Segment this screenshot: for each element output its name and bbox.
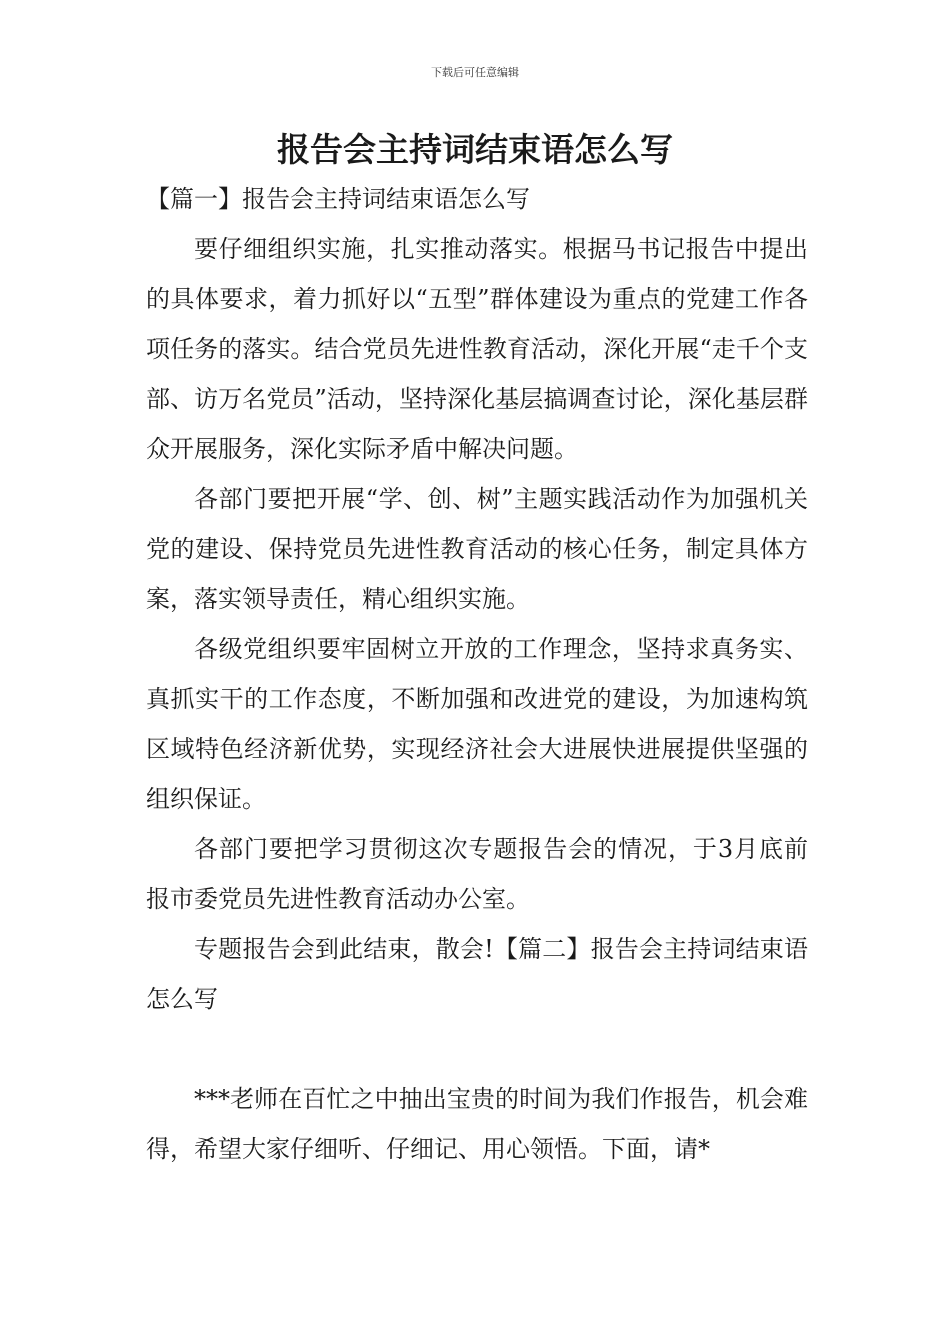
blank-line <box>146 1024 808 1074</box>
paragraph-6: ***老师在百忙之中抽出宝贵的时间为我们作报告，机会难得，希望大家仔细听、仔细记、用心领悟。下面，请* <box>146 1085 808 1163</box>
document-body <box>146 174 808 1174</box>
paragraph-2: 各部门要把开展“学、创、树”主题实践活动作为加强机关党的建设、保持党员先进性教育活动的核心任务，制定具体方案，落实领导责任，精心组织实施。 <box>146 485 808 613</box>
section-heading: 【篇一】报告会主持词结束语怎么写 <box>146 185 530 213</box>
paragraph-1: 要仔细组织实施，扎实推动落实。根据马书记报告中提出的具体要求，着力抓好以“五型”群体建设为重点的党建工作各项任务的落实。结合党员先进性教育活动，深化开展“走千个支部、访万名党员”活动，坚持深化基层搞调查讨论，深化基层群众开展服务，深化实际矛盾中解决问题。 <box>146 235 808 463</box>
paragraph-3: 各级党组织要牢固树立开放的工作理念，坚持求真务实、真抓实干的工作态度，不断加强和改进党的建设，为加速构筑区域特色经济新优势，实现经济社会大进展快进展提供坚强的组织保证。 <box>146 635 808 813</box>
paragraph-5: 专题报告会到此结束，散会!【篇二】报告会主持词结束语怎么写 <box>146 935 808 1013</box>
paragraph-4: 各部门要把学习贯彻这次专题报告会的情况，于3月底前报市委党员先进性教育活动办公室。 <box>146 835 808 913</box>
document-title: 报告会主持词结束语怎么写 <box>277 130 673 169</box>
page-header-note: 下载后可任意编辑 <box>431 66 519 79</box>
